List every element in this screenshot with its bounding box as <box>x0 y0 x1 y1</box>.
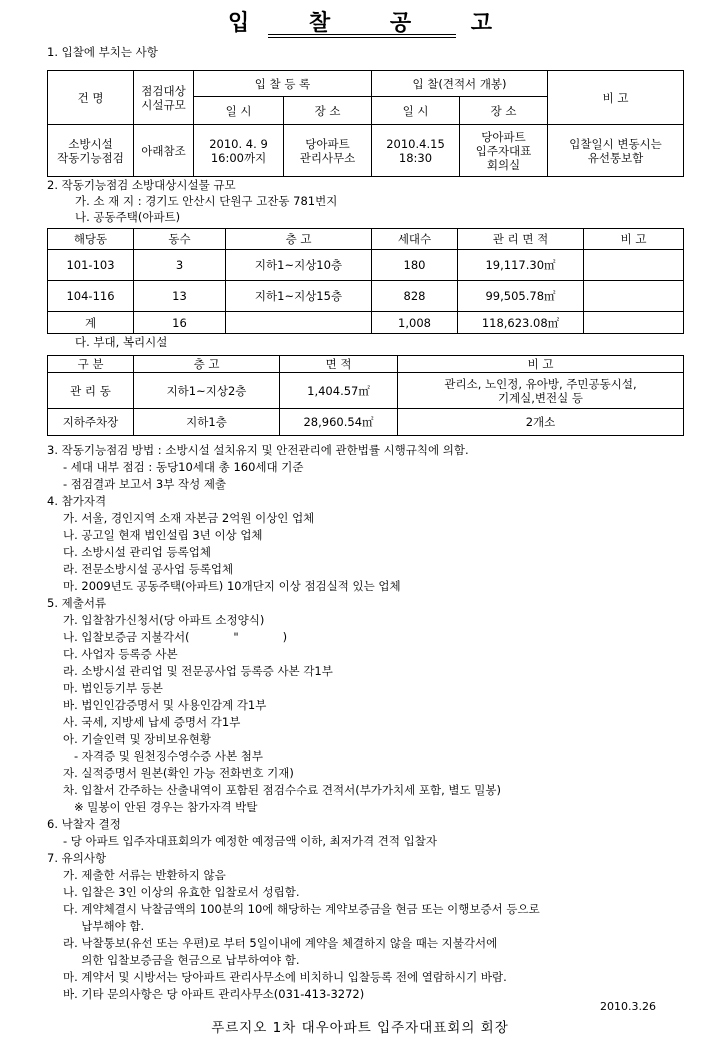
notice-date: 2010.3.26 <box>600 1000 656 1013</box>
cell-area: 1,404.57㎡ <box>280 373 398 409</box>
cell-buildings: 101-103 <box>48 250 134 281</box>
list-item: - 자격증 및 원천징수영수증 사본 첨부 <box>63 749 264 763</box>
header-item-name: 건 명 <box>48 71 134 125</box>
cell-reg-place: 당아파트 관리사무소 <box>284 125 372 177</box>
list-item: 다. 소방시설 관리업 등록업체 <box>63 545 211 559</box>
list-item: 나. 공고일 현재 법인설립 3년 이상 업체 <box>63 528 263 542</box>
cell-item-name: 소방시설 작동기능점검 <box>48 125 134 177</box>
header-category: 구 분 <box>48 356 134 373</box>
cell-remarks <box>584 250 684 281</box>
header-bid-datetime: 일 시 <box>372 97 460 125</box>
list-item: 나. 입찰보증금 지불각서( " ) <box>63 630 288 644</box>
cell-managed-area: 19,117.30㎡ <box>458 250 584 281</box>
list-item: 나. 입찰은 3인 이상의 유효한 입찰로서 성립함. <box>63 885 300 899</box>
list-item: 의한 입찰보증금을 현금으로 납부하여야 함. <box>63 953 300 967</box>
cell-remarks: 2개소 <box>398 409 684 436</box>
cell-facility-scale: 아래참조 <box>134 125 194 177</box>
section-5-heading: 5. 제출서류 <box>47 596 107 610</box>
list-item: 라. 소방시설 관리업 및 전문공사업 등록증 사본 각1부 <box>63 664 333 678</box>
header-households: 세대수 <box>372 229 458 250</box>
cell-floors: 지하1층 <box>134 409 280 436</box>
list-item: ※ 밀봉이 안된 경우는 참가자격 박탈 <box>63 800 258 814</box>
table-row <box>48 250 684 281</box>
cell-reg-datetime: 2010. 4. 9 16:00까지 <box>194 125 284 177</box>
title-underline-second <box>268 37 456 38</box>
cell-households: 1,008 <box>372 312 458 334</box>
section-3-heading: 3. 작동기능점검 방법 : 소방시설 설치유지 및 안전관리에 관한법률 시행규칙에 의함. <box>47 443 469 457</box>
list-item: 다. 사업자 등록증 사본 <box>63 647 178 661</box>
cell-floors: 지하1~지상15층 <box>226 281 372 312</box>
bid-schedule-table <box>47 70 684 177</box>
list-item: 다. 계약체결시 낙찰금액의 100분의 10에 해당하는 계약보증금을 현금 또는 이행보증서 등으로 <box>63 902 540 916</box>
list-item: 사. 국세, 지방세 납세 증명서 각1부 <box>63 715 241 729</box>
cell-buildings: 계 <box>48 312 134 334</box>
list-item: 마. 법인등기부 등본 <box>63 681 163 695</box>
cell-remarks <box>584 312 684 334</box>
cell-households: 828 <box>372 281 458 312</box>
header-buildings: 해당동 <box>48 229 134 250</box>
ancillary-facilities-table <box>47 355 684 436</box>
list-item: 마. 계약서 및 시방서는 당아파트 관리사무소에 비치하니 입찰등록 전에 열람하시기 바람. <box>63 970 507 984</box>
header-area: 면 적 <box>280 356 398 373</box>
cell-managed-area: 118,623.08㎡ <box>458 312 584 334</box>
section-7-heading: 7. 유의사항 <box>47 851 107 865</box>
header-facility-scale: 점검대상 시설규모 <box>134 71 194 125</box>
list-item: 바. 법인인감증명서 및 사용인감계 각1부 <box>63 698 267 712</box>
header-floors: 층 고 <box>134 356 280 373</box>
cell-remarks: 관리소, 노인정, 유아방, 주민공동시설, 기계실,변전실 등 <box>398 373 684 409</box>
cell-category: 지하주차장 <box>48 409 134 436</box>
section-2-apartment: 나. 공동주택(아파트) <box>75 210 181 224</box>
section-1-heading: 1. 입찰에 부치는 사항 <box>47 45 158 59</box>
cell-building-count: 13 <box>134 281 226 312</box>
section-4-heading: 4. 참가자격 <box>47 494 107 508</box>
header-floors: 층 고 <box>226 229 372 250</box>
list-item: 아. 기술인력 및 장비보유현황 <box>63 732 211 746</box>
cell-building-count: 3 <box>134 250 226 281</box>
list-item: 자. 실적증명서 원본(확인 가능 전화번호 기재) <box>63 766 294 780</box>
list-item: 라. 낙찰통보(유선 또는 우편)로 부터 5일이내에 계약을 체결하지 않을 때는 지불각서에 <box>63 936 498 950</box>
section-3-line-1: - 세대 내부 점검 : 동당10세대 총 160세대 기준 <box>63 460 304 474</box>
list-item: 가. 서울, 경인지역 소재 자본금 2억원 이상인 업체 <box>63 511 315 525</box>
cell-floors: 지하1~지상2층 <box>134 373 280 409</box>
list-item: 마. 2009년도 공동주택(아파트) 10개단지 이상 점검실적 있는 업체 <box>63 579 401 593</box>
list-item: 바. 기타 문의사항은 당 아파트 관리사무소(031-413-3272) <box>63 987 365 1001</box>
header-remarks: 비 고 <box>548 71 684 125</box>
list-item: 차. 입찰서 간주하는 산출내역이 포함된 점검수수료 견적서(부가가치세 포함, 별도 밀봉) <box>63 783 501 797</box>
table-row <box>48 281 684 312</box>
issuer-signature-line: 푸르지오 1차 대우아파트 입주자대표회의 회장 <box>211 1020 509 1036</box>
cell-buildings: 104-116 <box>48 281 134 312</box>
header-reg-datetime: 일 시 <box>194 97 284 125</box>
header-bid-place: 장 소 <box>460 97 548 125</box>
cell-bid-place: 당아파트 입주자대표 회의실 <box>460 125 548 177</box>
section-2-location: 가. 소 재 지 : 경기도 안산시 단원구 고잔동 781번지 <box>75 194 338 208</box>
list-item: 가. 제출한 서류는 반환하지 않음 <box>63 868 226 882</box>
cell-area: 28,960.54㎡ <box>280 409 398 436</box>
cell-managed-area: 99,505.78㎡ <box>458 281 584 312</box>
section-3-line-2: - 점검결과 보고서 3부 작성 제출 <box>63 477 227 491</box>
list-item: 납부해야 함. <box>63 919 145 933</box>
cell-remarks <box>584 281 684 312</box>
header-managed-area: 관 리 면 적 <box>458 229 584 250</box>
header-reg-place: 장 소 <box>284 97 372 125</box>
section-6-line-1: - 당 아파트 입주자대표회의가 예정한 예정금액 이하, 최저가격 견적 입찰자 <box>63 834 437 848</box>
table-row <box>48 373 684 409</box>
cell-building-count: 16 <box>134 312 226 334</box>
section-2-heading: 2. 작동기능점검 소방대상시설물 규모 <box>47 178 236 192</box>
apartment-scale-table <box>47 228 684 334</box>
table-row <box>48 409 684 436</box>
list-item: 라. 전문소방시설 공사업 등록업체 <box>63 562 234 576</box>
cell-floors: 지하1~지상10층 <box>226 250 372 281</box>
title-underline <box>268 34 456 35</box>
cell-category: 관 리 동 <box>48 373 134 409</box>
section-6-heading: 6. 낙찰자 결정 <box>47 817 121 831</box>
cell-remarks: 입찰일시 변동시는 유선통보함 <box>548 125 684 177</box>
header-bid-registration: 입 찰 등 록 <box>194 71 372 97</box>
cell-households: 180 <box>372 250 458 281</box>
table-total-row <box>48 312 684 334</box>
cell-bid-datetime: 2010.4.15 18:30 <box>372 125 460 177</box>
cell-floors <box>226 312 372 334</box>
page-title: 입 찰 공 고 <box>228 11 518 36</box>
header-building-count: 동수 <box>134 229 226 250</box>
header-remarks: 비 고 <box>398 356 684 373</box>
header-bid-opening: 입 찰(견적서 개봉) <box>372 71 548 97</box>
list-item: 가. 입찰참가신청서(당 아파트 소정양식) <box>63 613 265 627</box>
header-remarks: 비 고 <box>584 229 684 250</box>
section-2-ancillary: 다. 부대, 복리시설 <box>75 335 168 349</box>
